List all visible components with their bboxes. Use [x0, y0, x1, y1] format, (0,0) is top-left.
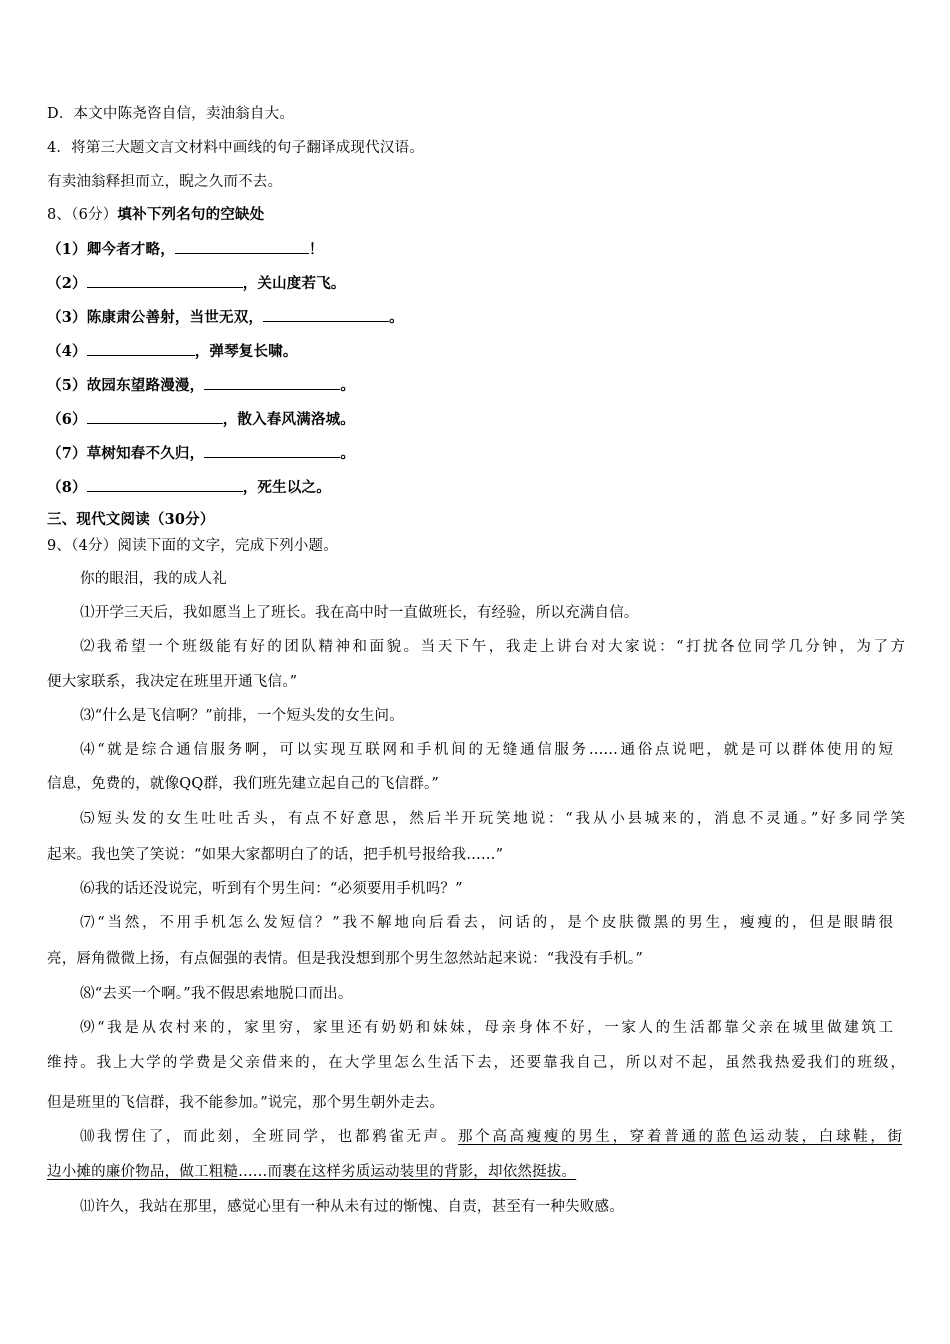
question-8-score: （6分） — [71, 207, 118, 223]
fill-item-5 — [47, 375, 907, 396]
option-d: D．本文中陈尧咨自信，卖油翁自大。 — [47, 106, 295, 122]
fill-item-after: ，弹琴复长啸。 — [194, 343, 298, 360]
paragraph-11: ⑾许久，我站在那里，感觉心里有一种从未有过的惭愧、自责，甚至有一种失败感。 — [80, 1199, 624, 1215]
fill-item-after: 。 — [340, 445, 356, 462]
paragraph-7-line-1: ⑺“当然，不用手机怎么发短信？”我不解地向后看去，问话的，是个皮肤微黑的男生，瘦瘦的，但是眼睛很 — [80, 915, 893, 931]
section-3-title: 三、现代文阅读（30分） — [47, 511, 215, 528]
fill-item-after: 。 — [340, 377, 356, 394]
fill-item-after: 。 — [389, 309, 404, 326]
fill-item-after: ，关山度若飞。 — [242, 275, 346, 292]
blank-line — [87, 409, 223, 424]
blank-line — [87, 341, 195, 356]
paragraph-4-line-1: ⑷“就是综合通信服务啊，可以实现互联网和手机间的无缝通信服务……通俗点说吧，就是可以群体使用的短 — [80, 742, 893, 758]
underlined-sentence-part-2: 边小摊的廉价物品，做工粗糙……而裹在这样劣质运动装里的背影，却依然挺拔。 — [47, 1164, 577, 1180]
question-8-heading — [47, 205, 907, 225]
question-4-sentence: 有卖油翁释担而立，睨之久而不去。 — [47, 174, 283, 190]
fill-item-6 — [47, 409, 907, 430]
fill-item-after: ，死生以之。 — [242, 479, 331, 496]
fill-item-number: （3） — [47, 309, 87, 326]
blank-line — [263, 307, 389, 322]
underlined-sentence-part-1: 那个高高瘦瘦的男生，穿着普通的蓝色运动装，白球鞋，街 — [457, 1129, 903, 1145]
question-9: 9、（4分）阅读下面的文字，完成下列小题。 — [47, 538, 338, 554]
paragraph-7-line-2: 亮，唇角微微上扬，有点倔强的表情。但是我没想到那个男生忽然站起来说：“我没有手机。” — [47, 951, 643, 967]
blank-line — [204, 443, 340, 458]
fill-item-before: 故园东望路漫漫， — [86, 377, 205, 394]
blank-line — [175, 239, 309, 254]
paragraph-2-line-2: 便大家联系，我决定在班里开通飞信。” — [47, 674, 298, 690]
paragraph-1: ⑴开学三天后，我如愿当上了班长。我在高中时一直做班长，有经验，所以充满自信。 — [80, 605, 639, 621]
fill-item-after: ，散入春风满洛城。 — [222, 411, 356, 428]
fill-item-before: 卿今者才略， — [86, 241, 175, 258]
paragraph-10-plain: ⑽我愣住了，而此刻，全班同学，也都鸦雀无声。 — [80, 1129, 458, 1145]
article-title: 你的眼泪，我的成人礼 — [80, 571, 227, 587]
fill-item-before: 草树知春不久归， — [86, 445, 205, 462]
fill-item-number: （2） — [47, 275, 87, 292]
fill-item-7 — [47, 443, 907, 464]
blank-line — [87, 477, 243, 492]
fill-item-8 — [47, 477, 907, 498]
question-8-text: 填补下列名句的空缺处 — [117, 206, 265, 223]
fill-item-4 — [47, 341, 907, 362]
paragraph-3: ⑶“什么是飞信啊？”前排，一个短头发的女生问。 — [80, 708, 404, 724]
fill-item-number: （7） — [47, 445, 87, 462]
paragraph-5-line-1: ⑸短头发的女生吐吐舌头，有点不好意思，然后半开玩笑地说：“我从小县城来的，消息不灵通。”好多同学笑 — [80, 811, 905, 827]
paragraph-9-line-2: 维持。我上大学的学费是父亲借来的，在大学里怎么生活下去，还要靠我自己，所以对不起，虽然我热爱我们的班级， — [47, 1055, 905, 1071]
fill-item-2 — [47, 273, 907, 294]
paragraph-10-line-2 — [47, 1162, 907, 1182]
fill-item-before: 陈康肃公善射，当世无双， — [86, 309, 264, 326]
paragraph-8: ⑻“去买一个啊。”我不假思索地脱口而出。 — [80, 986, 353, 1002]
paragraph-10-line-1 — [80, 1127, 902, 1147]
paragraph-4-line-2: 信息，免费的，就像QQ群，我们班先建立起自己的飞信群。” — [47, 776, 440, 792]
fill-item-number: （1） — [47, 241, 87, 258]
paragraph-9-line-3: 但是班里的飞信群，我不能参加。”说完，那个男生朝外走去。 — [47, 1095, 445, 1111]
question-4: 4．将第三大题文言文材料中画线的句子翻译成现代汉语。 — [47, 140, 424, 156]
fill-item-number: （5） — [47, 377, 87, 394]
fill-item-number: （4） — [47, 343, 87, 360]
fill-item-after: ！ — [308, 241, 324, 258]
question-8-number: 8、 — [47, 207, 72, 223]
fill-item-number: （6） — [47, 411, 87, 428]
fill-item-3 — [47, 307, 907, 328]
paragraph-5-line-2: 起来。我也笑了笑说：“如果大家都明白了的话，把手机号报给我……” — [47, 847, 504, 863]
blank-line — [204, 375, 340, 390]
fill-item-1 — [47, 239, 907, 260]
paragraph-6: ⑹我的话还没说完，听到有个男生问：“必须要用手机吗？” — [80, 881, 463, 897]
paragraph-9-line-1: ⑼“我是从农村来的，家里穷，家里还有奶奶和妹妹，母亲身体不好，一家人的生活都靠父亲在城里做建筑工 — [80, 1020, 893, 1036]
fill-item-number: （8） — [47, 479, 87, 496]
blank-line — [87, 273, 243, 288]
paragraph-2-line-1: ⑵我希望一个班级能有好的团队精神和面貌。当天下午，我走上讲台对大家说：“打扰各位同学几分钟，为了方 — [80, 639, 905, 655]
